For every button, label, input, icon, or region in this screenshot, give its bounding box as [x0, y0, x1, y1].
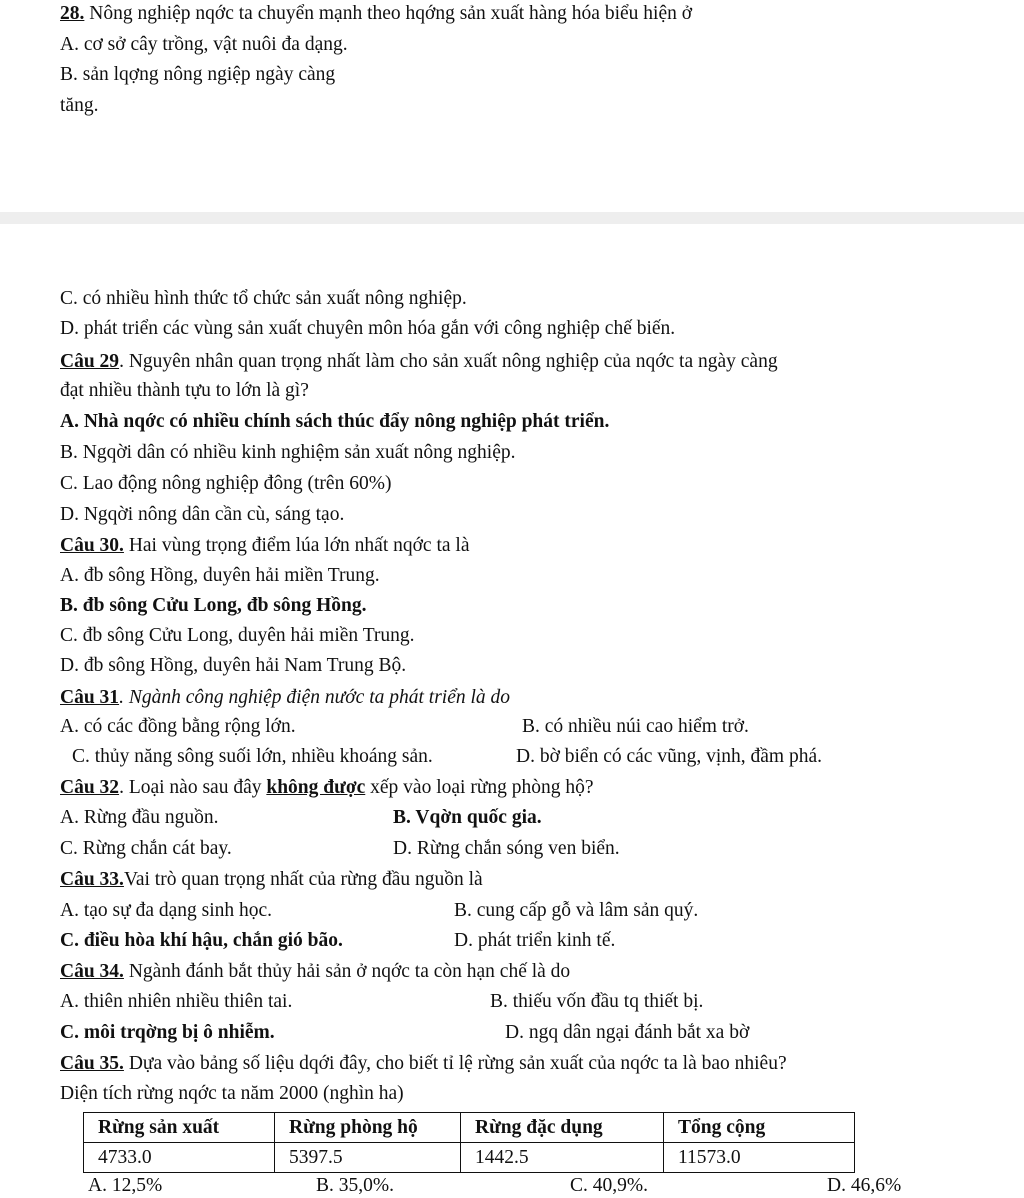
q35-option-a: A. 12,5%	[88, 1175, 163, 1196]
forest-area-table	[83, 1112, 855, 1173]
q32-emphasis: không được	[266, 777, 366, 798]
q29-option-b: B. Ngqời dân có nhiều kinh nghiệm sản xuất nông nghiệp.	[60, 442, 516, 463]
q29-option-a: A. Nhà nqớc có nhiều chính sách thúc đẩy nông nghiệp phát triển.	[60, 411, 610, 432]
q31-option-b: B. có nhiều núi cao hiểm trở.	[522, 716, 749, 737]
table-cell: 4733.0	[84, 1143, 275, 1173]
q28-option-b: B. sản lqợng nông ngiệp ngày càng	[60, 64, 336, 85]
table-cell: 11573.0	[664, 1143, 855, 1173]
table-header-cell: Rừng phòng hộ	[275, 1113, 461, 1143]
q30-option-c: C. đb sông Cửu Long, duyên hải miền Trung.	[60, 625, 415, 646]
q32-stem: Câu 32. Loại nào sau đây không được xếp vào loại rừng phòng hộ?	[60, 777, 594, 798]
q28-stem: 28. Nông nghiệp nqớc ta chuyển mạnh theo hqớng sản xuất hàng hóa biểu hiện ở	[60, 3, 693, 24]
q32-option-d: D. Rừng chắn sóng ven biển.	[393, 838, 620, 859]
table-header-cell: Rừng sản xuất	[84, 1113, 275, 1143]
q28-number: 28.	[60, 3, 85, 24]
q33-option-d: D. phát triển kinh tế.	[454, 930, 616, 951]
q29-option-d: D. Ngqời nông dân cần cù, sáng tạo.	[60, 504, 345, 525]
table-header-cell: Rừng đặc dụng	[461, 1113, 664, 1143]
q30-option-b: B. đb sông Cửu Long, đb sông Hồng.	[60, 595, 367, 616]
q32-option-c: C. Rừng chắn cát bay.	[60, 838, 232, 859]
q34-option-c: C. môi trqờng bị ô nhiễm.	[60, 1022, 275, 1043]
q33-option-a: A. tạo sự đa dạng sinh học.	[60, 900, 273, 921]
q34-option-b: B. thiếu vốn đầu tq thiết bị.	[490, 991, 704, 1012]
q33-number: Câu 33.	[60, 869, 124, 890]
q32-option-b: B. Vqờn quốc gia.	[393, 807, 542, 828]
page-gap-divider	[0, 212, 1024, 224]
q33-option-c: C. điều hòa khí hậu, chắn gió bão.	[60, 930, 343, 951]
q35-option-d: D. 46,6%	[827, 1175, 902, 1196]
q29-option-c: C. Lao động nông nghiệp đông (trên 60%)	[60, 473, 392, 494]
table-cell: 5397.5	[275, 1143, 461, 1173]
q30-number: Câu 30.	[60, 535, 124, 556]
q33-stem: Câu 33.Vai trò quan trọng nhất của rừng đầu nguồn là	[60, 869, 483, 890]
q35-number: Câu 35.	[60, 1053, 124, 1074]
q31-option-a: A. có các đồng bằng rộng lớn.	[60, 716, 296, 737]
q34-stem: Câu 34. Ngành đánh bắt thủy hải sản ở nqớc ta còn hạn chế là do	[60, 961, 571, 982]
q32-option-a: A. Rừng đầu nguồn.	[60, 807, 219, 828]
q28-option-a: A. cơ sở cây trồng, vật nuôi đa dạng.	[60, 34, 348, 55]
q31-stem: Câu 31. Ngành công nghiệp điện nước ta phát triển là do	[60, 687, 511, 708]
q31-option-c: C. thủy năng sông suối lớn, nhiều khoáng sản.	[72, 746, 433, 767]
q28-option-c: C. có nhiều hình thức tổ chức sản xuất nông nghiệp.	[60, 288, 467, 309]
table-header-cell: Tổng cộng	[664, 1113, 855, 1143]
q29-stem-continued: đạt nhiều thành tựu to lớn là gì?	[60, 380, 309, 401]
q35-option-c: C. 40,9%.	[570, 1175, 648, 1196]
q33-option-b: B. cung cấp gỗ và lâm sản quý.	[454, 900, 699, 921]
q28-option-b-continued: tăng.	[60, 95, 99, 116]
table-header-row	[84, 1113, 855, 1143]
q35-stem: Câu 35. Dựa vào bảng số liệu dqới đây, cho biết tỉ lệ rừng sản xuất của nqớc ta là bao nhiêu?	[60, 1053, 787, 1074]
table-row	[84, 1143, 855, 1173]
q31-number: Câu 31	[60, 687, 120, 708]
q29-number: Câu 29	[60, 351, 120, 372]
q35-table-caption: Diện tích rừng nqớc ta năm 2000 (nghìn ha)	[60, 1083, 404, 1104]
q35-option-b: B. 35,0%.	[316, 1175, 394, 1196]
q28-option-d: D. phát triển các vùng sản xuất chuyên môn hóa gắn với công nghiệp chế biến.	[60, 318, 676, 339]
q32-number: Câu 32	[60, 777, 120, 798]
q30-option-a: A. đb sông Hồng, duyên hải miền Trung.	[60, 565, 380, 586]
q34-number: Câu 34.	[60, 961, 124, 982]
q31-option-d: D. bờ biển có các vũng, vịnh, đầm phá.	[516, 746, 822, 767]
q30-stem: Câu 30. Hai vùng trọng điểm lúa lớn nhất nqớc ta là	[60, 535, 470, 556]
q30-option-d: D. đb sông Hồng, duyên hải Nam Trung Bộ.	[60, 655, 407, 676]
q29-stem: Câu 29. Nguyên nhân quan trọng nhất làm cho sản xuất nông nghiệp của nqớc ta ngày càng	[60, 351, 778, 372]
q34-option-a: A. thiên nhiên nhiều thiên tai.	[60, 991, 293, 1012]
table-cell: 1442.5	[461, 1143, 664, 1173]
q34-option-d: D. ngq dân ngại đánh bắt xa bờ	[505, 1022, 750, 1043]
